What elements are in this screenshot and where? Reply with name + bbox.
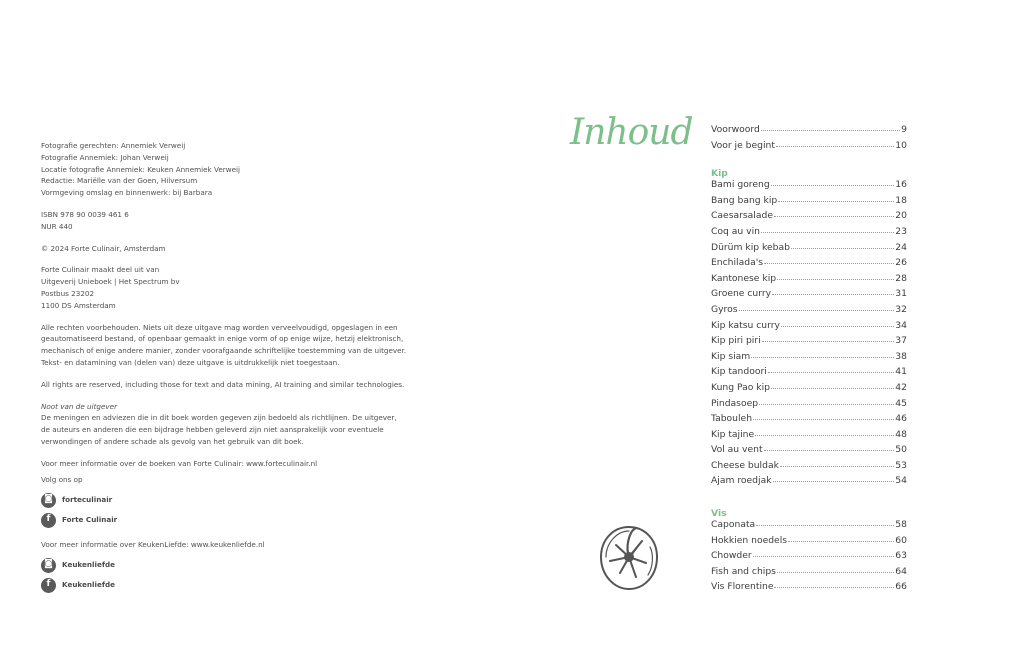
toc-entry[interactable] [711,413,907,429]
social-facebook-forte[interactable] [41,510,421,530]
colophon [41,140,421,595]
rights-line: Alle rechten voorbehouden. Niets uit deze uitgave mag worden verveelvoudigd, opgeslagen in een [41,322,398,332]
social-label: Keukenliefde [62,560,115,570]
toc-entry[interactable] [711,210,907,226]
toc-entry-page: 16 [895,179,907,191]
follow-us: Volg ons op [41,474,83,484]
toc-entry-page: 37 [895,335,907,347]
toc-entry-title: Coq au vin [711,225,760,237]
toc-entry[interactable] [711,398,907,414]
credit-line: Fotografie Annemiek: Johan Verweij [41,152,169,162]
dot-leader [773,481,895,482]
toc-entry[interactable] [711,535,907,551]
toc-entry[interactable] [711,429,907,445]
credit-line: Vormgeving omslag en binnenwerk: bij Barbara [41,188,213,198]
note-title: Noot van de uitgever [41,401,118,411]
rights-notice [41,322,421,369]
dot-leader [753,419,894,420]
toc-entry-page: 34 [895,319,907,331]
toc-entry-page: 31 [895,288,907,300]
toc-entry-page: 10 [895,139,907,151]
dot-leader [771,388,894,389]
note-line: De meningen en adviezen die in dit boek worden gegeven zijn bedoeld als richtlijnen. De uitgever, [41,413,397,423]
dot-leader [778,201,894,202]
toc-entry-page: 28 [895,272,907,284]
toc-entry[interactable] [711,475,907,491]
toc-entry-page: 53 [895,459,907,471]
facebook-icon: f [41,513,56,528]
publisher-line: Forte Culinair maakt deel uit van [41,265,160,275]
toc-entry[interactable] [711,179,907,195]
toc-entry[interactable] [711,257,907,273]
toc-entry-title: Hokkien noedels [711,534,788,546]
toc-entry-title: Kantonese kip [711,272,777,284]
toc-entry[interactable] [711,460,907,476]
dot-leader [776,146,894,147]
dot-leader [788,541,894,542]
credit-line: Fotografie gerechten: Annemiek Verweij [41,141,186,150]
toc-entry-title: Pindasoep [711,397,759,409]
toc-entry-title: Fish and chips [711,565,776,577]
toc-entry[interactable] [711,581,907,597]
toc-entry-title: Groene curry [711,288,772,300]
dot-leader [777,572,894,573]
instagram-icon: ◙ [41,493,56,508]
social-label: Keukenliefde [62,580,115,590]
toc-entry[interactable] [711,304,907,320]
toc-entry-page: 50 [895,444,907,456]
toc-entry-page: 41 [895,366,907,378]
toc-title: Inhoud [570,112,693,153]
social-facebook-keukenliefde[interactable] [41,575,421,595]
toc-entry-page: 24 [895,241,907,253]
dot-leader [774,216,894,217]
toc-entry[interactable] [711,382,907,398]
toc-entry-title: Kip katsu curry [711,319,780,331]
toc-entry-page: 46 [895,413,907,425]
table-of-contents [711,124,907,597]
rights-line: Tekst- en datamining van (delen van) deze uitgave is uitdrukkelijk niet toegestaan. [41,357,340,367]
toc-entry-title: Chowder [711,550,752,562]
dot-leader [759,404,894,405]
dot-leader [755,435,894,436]
isbn: ISBN 978 90 0039 461 6 [41,209,129,219]
toc-entry-title: Caponata [711,519,756,531]
rights-line: geautomatiseerd bestand, of openbaar gemaakt in enige vorm of op enige wijze, hetzij elektronisch, [41,334,404,344]
publisher-line: 1100 DS Amsterdam [41,300,116,310]
note-line: de auteurs en anderen die een bijdrage hebben geleverd zijn niet aansprakelijk voor eventuele [41,425,384,435]
dot-leader [774,587,894,588]
toc-entry-title: Kip piri piri [711,335,761,347]
toc-entry-title: Vis Florentine [711,581,774,593]
dot-leader [756,525,894,526]
rights-english: All rights are reserved, including those for text and data mining, AI training and similar technologies. [41,379,405,389]
toc-entry[interactable] [711,444,907,460]
toc-entry-title: Enchilada's [711,257,764,269]
dot-leader [780,466,894,467]
publisher-line: Uitgeverij Unieboek | Het Spectrum bv [41,277,180,287]
dot-leader [764,263,894,264]
toc-entry-page: 23 [895,225,907,237]
toc-entry-page: 26 [895,257,907,269]
rights-line: mechanisch of enige andere manier, zonder voorafgaande schriftelijke toestemming van de uitgever. [41,346,407,356]
dot-leader [772,294,894,295]
toc-entry-title: Gyros [711,303,738,315]
more-info-keukenliefde: Voor meer informatie over KeukenLiefde: www.keukenliefde.nl [41,540,265,550]
toc-entry[interactable] [711,273,907,289]
toc-entry-title: Kip siam [711,350,751,362]
toc-entry-title: Kip tandoori [711,366,767,378]
toc-entry-page: 45 [895,397,907,409]
toc-entry-title: Voor je begint [711,139,775,151]
toc-entry-page: 63 [895,550,907,562]
dot-leader [751,357,894,358]
toc-entry[interactable] [711,242,907,258]
dot-leader [771,185,895,186]
credits [41,140,421,199]
social-label: forteculinair [62,495,113,505]
toc-entry-page: 54 [895,475,907,487]
tomato-illustration-icon [598,519,660,593]
toc-entry-title: Voorwoord [711,124,760,135]
toc-entry[interactable] [711,366,907,382]
toc-entry-title: Dürüm kip kebab [711,241,790,253]
toc-entry[interactable] [711,288,907,304]
nur: NUR 440 [41,221,73,231]
toc-entry[interactable] [711,351,907,367]
toc-entry[interactable] [711,566,907,582]
toc-entry-page: 48 [895,428,907,440]
dot-leader [761,130,900,131]
facebook-icon: f [41,578,56,593]
toc-entry[interactable] [711,140,907,156]
toc-entry-title: Cheese buldak [711,459,779,471]
publisher-address [41,264,421,311]
toc-entry-title: Bami goreng [711,179,770,191]
toc-entry-page: 42 [895,381,907,393]
toc-entry[interactable] [711,320,907,336]
dot-leader [761,232,894,233]
toc-entry-page: 32 [895,303,907,315]
dot-leader [762,341,895,342]
social-label: Forte Culinair [62,515,118,525]
toc-entry-title: Tabouleh [711,413,753,425]
toc-entry[interactable] [711,335,907,351]
toc-section-heading: Kip [711,168,728,180]
credit-line: Redactie: Mariëlle van der Goen, Hilversum [41,176,198,186]
toc-section-heading: Vis [711,508,727,520]
toc-entry[interactable] [711,195,907,211]
social-instagram-keukenliefde[interactable] [41,555,421,575]
toc-entry-page: 20 [895,210,907,222]
dot-leader [739,310,895,311]
toc-entry-page: 9 [901,124,907,135]
dot-leader [777,279,894,280]
toc-entry[interactable] [711,226,907,242]
toc-entry-page: 38 [895,350,907,362]
more-info-forte: Voor meer informatie over de boeken van Forte Culinair: www.forteculinair.nl [41,458,318,468]
dot-leader [791,248,894,249]
toc-entry-page: 58 [895,519,907,531]
publisher-line: Postbus 23202 [41,288,95,298]
copyright: © 2024 Forte Culinair, Amsterdam [41,243,166,253]
dot-leader [753,556,895,557]
dot-leader [768,372,895,373]
toc-entry-page: 64 [895,565,907,577]
toc-entry[interactable] [711,124,907,140]
toc-entry-page: 66 [895,581,907,593]
toc-entry-title: Caesarsalade [711,210,773,222]
toc-entry-title: Ajam roedjak [711,475,772,487]
toc-entry-title: Kip tajine [711,428,755,440]
social-instagram-forte[interactable] [41,490,421,510]
toc-entry[interactable] [711,519,907,535]
toc-entry-page: 18 [895,194,907,206]
dot-leader [781,326,894,327]
toc-entry-title: Bang bang kip [711,194,778,206]
toc-entry-title: Vol au vent [711,444,763,456]
instagram-icon: ◙ [41,558,56,573]
dot-leader [764,450,895,451]
toc-entry-title: Kung Pao kip [711,381,770,393]
toc-entry-page: 60 [895,534,907,546]
credit-line: Locatie fotografie Annemiek: Keuken Annemiek Verweij [41,164,241,174]
note-line: verwondingen of andere schade als gevolg van het gebruik van dit boek. [41,436,304,446]
toc-entry[interactable] [711,550,907,566]
